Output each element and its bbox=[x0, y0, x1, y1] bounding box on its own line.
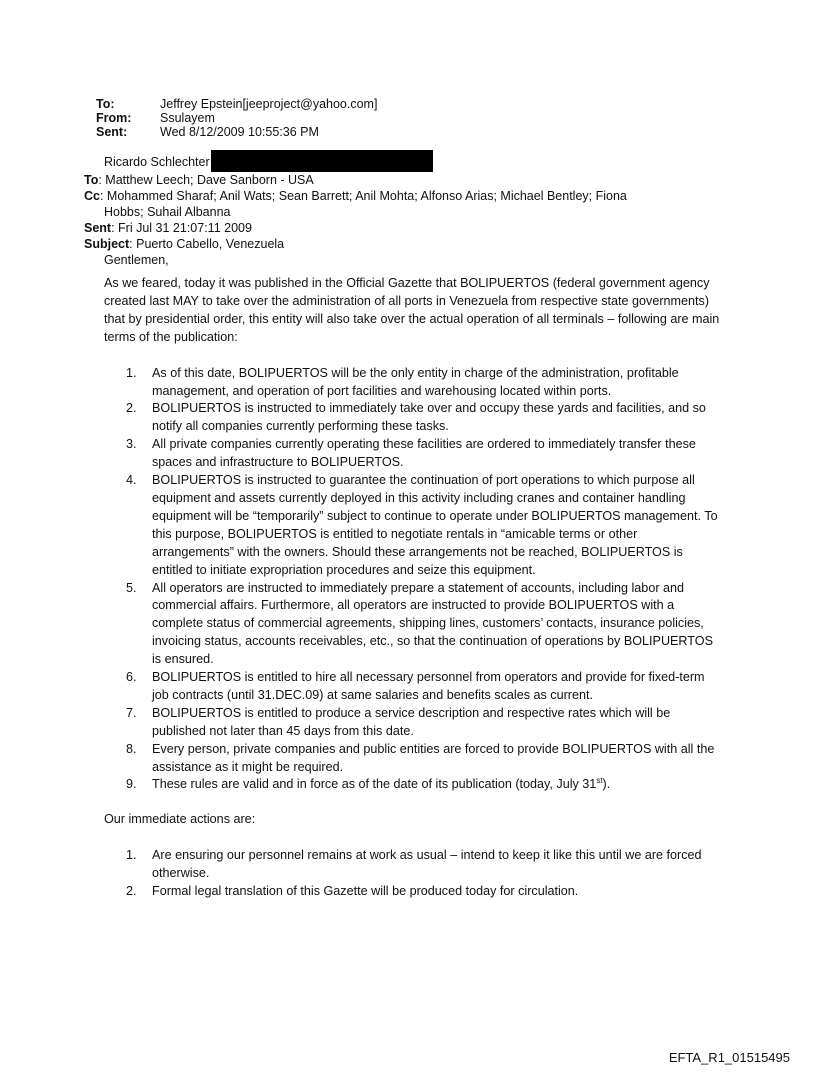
forwarded-cc-label: Cc bbox=[84, 189, 100, 203]
document-id: EFTA_R1_01515495 bbox=[668, 1050, 790, 1065]
term-text-end: ). bbox=[602, 777, 611, 792]
header-sent-label: Sent: bbox=[96, 125, 128, 139]
term-number: 5. bbox=[126, 580, 137, 595]
forwarded-cc-value-line2: Hobbs; Suhail Albanna bbox=[104, 205, 231, 219]
forwarded-subject-label: Subject bbox=[84, 237, 130, 251]
term-text: BOLIPUERTOS is entitled to hire all necessary personnel from operators and provide for fixed-term job contracts (until 31.DEC.09) at same salaries and benefits scales as current. bbox=[152, 670, 705, 702]
forwarded-sent-value: : Fri Jul 31 21:07:11 2009 bbox=[111, 221, 252, 235]
header-to-label: To: bbox=[96, 97, 115, 111]
term-number: 4. bbox=[126, 473, 137, 488]
term-number: 6. bbox=[126, 670, 137, 685]
term-number: 9. bbox=[126, 777, 137, 792]
forwarded-subject-row bbox=[84, 236, 704, 252]
term-text: As of this date, BOLIPUERTOS will be the only entity in charge of the administration, profitable management, and operation of port facilities and warehousing located within ports. bbox=[152, 365, 679, 398]
forwarded-sent-label: Sent bbox=[84, 221, 112, 235]
actions-intro: Our immediate actions are: bbox=[104, 812, 256, 827]
term-text: All private companies currently operating these facilities are ordered to immediately transfer these spaces and infrastructure to BOLIPUERTOS. bbox=[152, 437, 696, 470]
forwarded-header bbox=[84, 150, 704, 268]
term-item bbox=[104, 705, 720, 741]
forwarded-cc-row bbox=[84, 188, 704, 204]
email-header bbox=[96, 97, 377, 139]
header-from-value: Ssulayem bbox=[160, 111, 215, 125]
term-item bbox=[104, 365, 720, 401]
action-text: Are ensuring our personnel remains at work as usual – intend to keep it like this until we are forced otherwise. bbox=[152, 848, 702, 881]
redaction-box bbox=[211, 150, 433, 172]
actions-list bbox=[104, 847, 720, 901]
term-item bbox=[104, 400, 720, 436]
header-to-value: Jeffrey Epstein[jeeproject@yahoo.com] bbox=[160, 97, 378, 111]
action-text: Formal legal translation of this Gazette will be produced today for circulation. bbox=[152, 884, 579, 899]
term-item bbox=[104, 580, 720, 670]
forwarded-cc-value-line1: : Mohammed Sharaf; Anil Wats; Sean Barrett; Anil Mohta; Alfonso Arias; Michael Bentley; Fiona bbox=[99, 189, 627, 203]
action-number: 1. bbox=[126, 848, 137, 863]
term-text: BOLIPUERTOS is instructed to guarantee the continuation of port operations to which purpose all equipment and assets currently deployed in this activity including cranes and container handling equipment will be “temporarily” subject to continue to operate under BOLIPUERTOS management. To this purpose, BOLIPUERTOS is entitled to negotiate rentals in “amicable terms or other arrangements” with the owners. Should these arrangements not be reached, BOLIPUERTOS is entitled to initiate expropriation procedures and seize this equipment. bbox=[152, 473, 718, 577]
term-number: 3. bbox=[126, 437, 137, 452]
email-body bbox=[104, 258, 720, 901]
term-text: BOLIPUERTOS is instructed to immediately take over and occupy these yards and facilities, and so notify all companies currently performing these tasks. bbox=[152, 401, 706, 434]
header-from-row bbox=[96, 111, 377, 125]
term-text: All operators are instructed to immediately prepare a statement of accounts, including labor and commercial affairs. Furthermore, all operators are instructed to provide BOLIPUERTOS with a complete status of commercial agreements, shipping lines, customers’ contacts, insurance policies, invoicing status, accounts receivables, etc., so that the continuation of operations by BOLIPUERTOS is ensured. bbox=[152, 580, 713, 667]
terms-list bbox=[104, 365, 720, 795]
forwarded-sender-row bbox=[84, 150, 704, 172]
term-superscript: st bbox=[596, 776, 603, 786]
term-number: 8. bbox=[126, 741, 137, 756]
term-text: Every person, private companies and public entities are forced to provide BOLIPUERTOS with all the assistance as it might be required. bbox=[152, 741, 715, 774]
term-number: 2. bbox=[126, 401, 137, 416]
action-item bbox=[104, 847, 720, 883]
forwarded-sender: Ricardo Schlechter bbox=[104, 155, 210, 169]
intro-paragraph: As we feared, today it was published in the Official Gazette that BOLIPUERTOS (federal government agency created last MAY to take over the administration of all ports in Venezuela from respective state governments) that by presidential order, this entity will also take over the actual operation of all terminals – following are main terms of the publication: bbox=[104, 276, 720, 344]
term-item bbox=[104, 776, 720, 794]
action-item bbox=[104, 883, 720, 901]
term-text: These rules are valid and in force as of the date of its publication (today, July 31 bbox=[152, 777, 597, 792]
header-from-label: From: bbox=[96, 111, 132, 125]
forwarded-to-label: To bbox=[84, 173, 99, 187]
header-to-row bbox=[96, 97, 377, 111]
forwarded-sent-row bbox=[84, 220, 704, 236]
forwarded-subject-value: : Puerto Cabello, Venezuela bbox=[129, 237, 285, 251]
action-number: 2. bbox=[126, 884, 137, 899]
term-item bbox=[104, 436, 720, 472]
term-item bbox=[104, 741, 720, 777]
greeting: Gentlemen, bbox=[104, 253, 169, 267]
header-sent-row bbox=[96, 125, 377, 139]
forwarded-cc-row-cont bbox=[84, 204, 704, 220]
term-text: BOLIPUERTOS is entitled to produce a service description and respective rates which will be published not later than 45 days from this date. bbox=[152, 705, 671, 738]
term-number: 1. bbox=[126, 365, 137, 380]
forwarded-to-value: : Matthew Leech; Dave Sanborn - USA bbox=[98, 173, 314, 187]
term-number: 7. bbox=[126, 705, 137, 720]
term-item bbox=[104, 669, 720, 705]
term-item bbox=[104, 472, 720, 579]
header-sent-value: Wed 8/12/2009 10:55:36 PM bbox=[160, 125, 319, 139]
forwarded-to-row bbox=[84, 172, 704, 188]
